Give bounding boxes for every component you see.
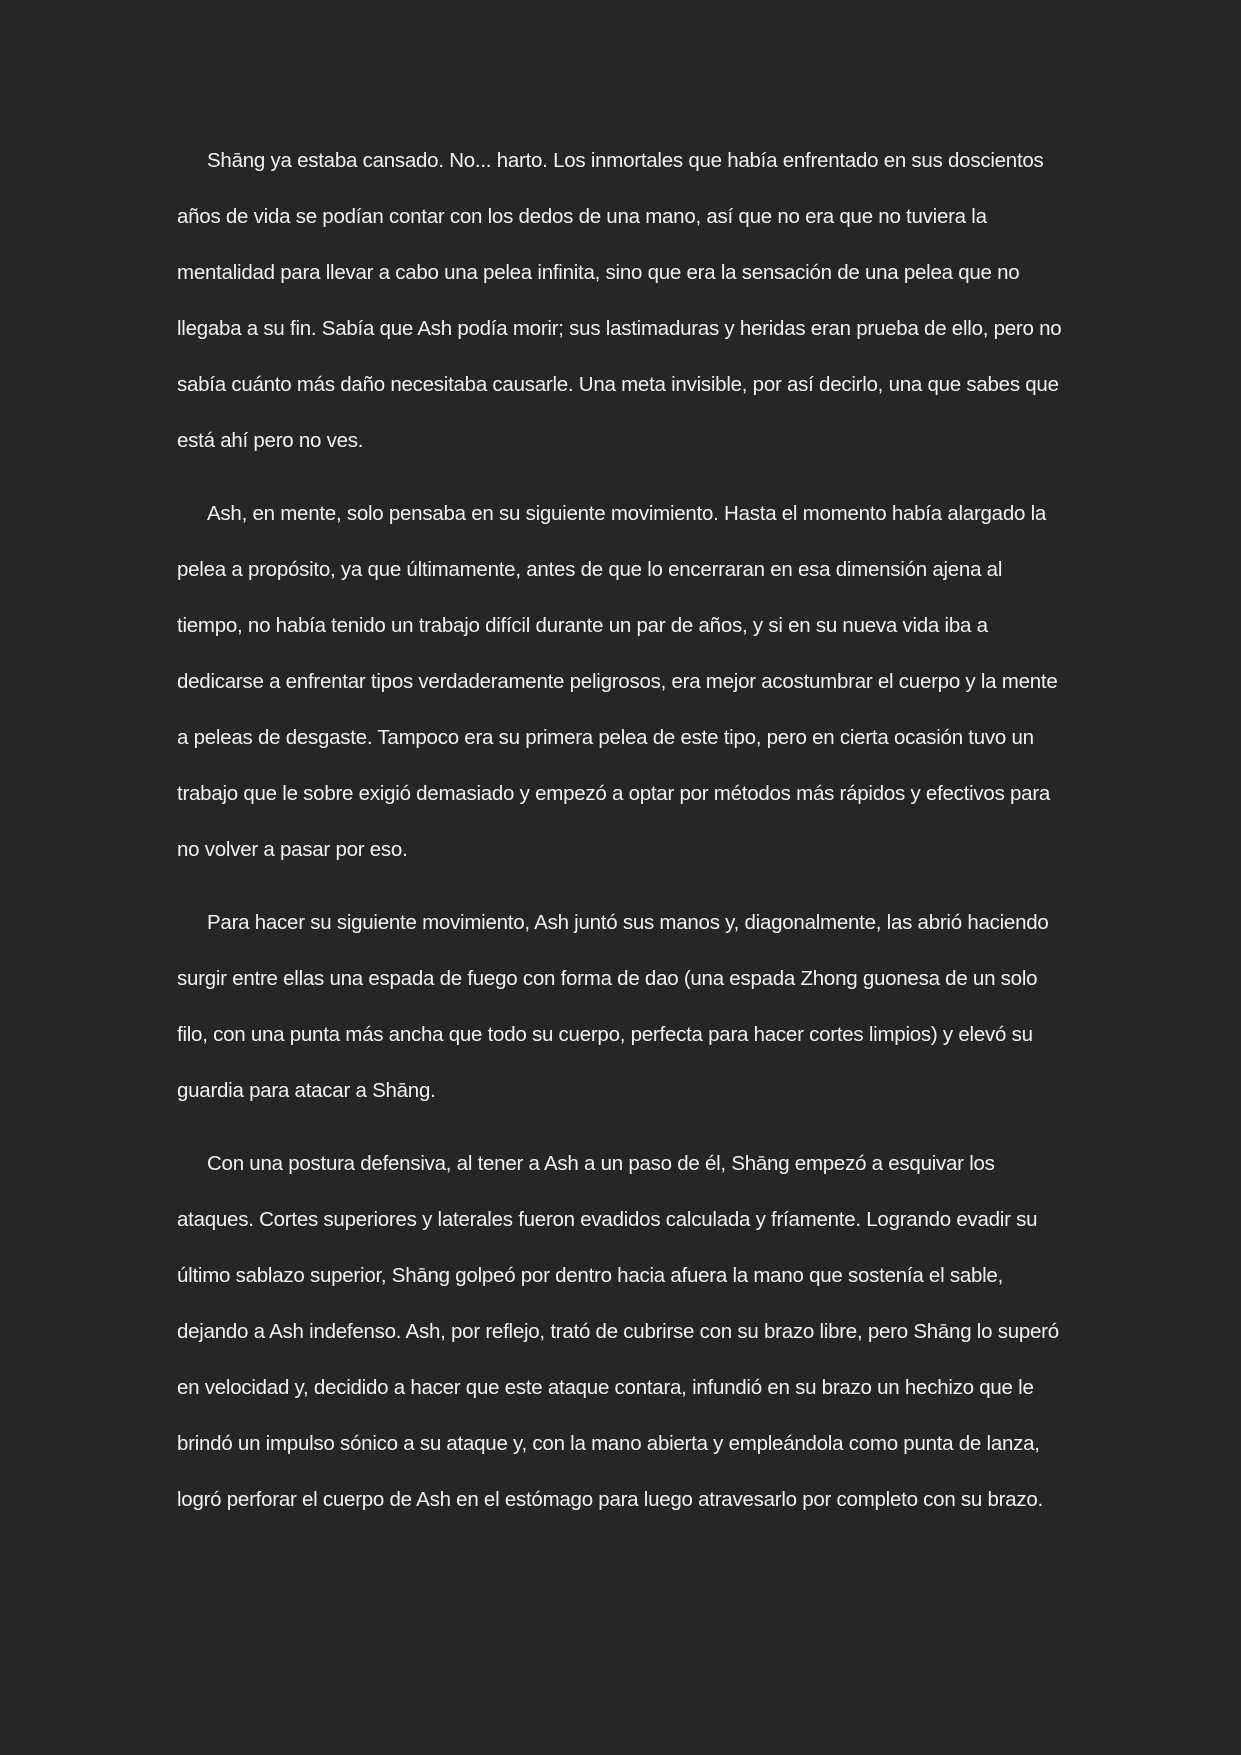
- paragraph-1: Shāng ya estaba cansado. No... harto. Los inmortales que había enfrentado en sus doscientos años de vida se podían contar con los dedos de una mano, así que no era que no tuviera la mentalidad para llevar a cabo una pelea infinita, sino que era la sensación de una pelea que no llegaba a su fin. Sabía que Ash podía morir; sus lastimaduras y heridas eran prueba de ello, pero no sabía cuánto más daño necesitaba causarle. Una meta invisible, por así decirlo, una que sabes que está ahí pero no ves.: [177, 149, 1062, 452]
- paragraph-3: Para hacer su siguiente movimiento, Ash juntó sus manos y, diagonalmente, las abrió haciendo surgir entre ellas una espada de fuego con forma de dao (una espada Zhong guonesa de un solo filo, con una punta más ancha que todo su cuerpo, perfecta para hacer cortes limpios) y elevó su guardia para atacar a Shāng.: [177, 911, 1049, 1102]
- paragraph-4: Con una postura defensiva, al tener a Ash a un paso de él, Shāng empezó a esquivar los ataques. Cortes superiores y laterales fueron evadidos calculada y fríamente. Logrando evadir su último sablazo superior, Shāng golpeó por dentro hacia afuera la mano que sostenía el sable, dejando a Ash indefenso. Ash, por reflejo, trató de cubrirse con su brazo libre, pero Shāng lo superó en velocidad y, decidido a hacer que este ataque contara, infundió en su brazo un hechizo que le brindó un impulso sónico a su ataque y, con la mano abierta y empleándola como punta de lanza, logró perforar el cuerpo de Ash en el estómago para luego atravesarlo por completo con su brazo.: [177, 1152, 1059, 1511]
- paragraph-2: Ash, en mente, solo pensaba en su siguiente movimiento. Hasta el momento había alargado la pelea a propósito, ya que últimamente, antes de que lo encerraran en esa dimensión ajena al tiempo, no había tenido un trabajo difícil durante un par de años, y si en su nueva vida iba a dedicarse a enfrentar tipos verdaderamente peligrosos, era mejor acostumbrar el cuerpo y la mente a peleas de desgaste. Tampoco era su primera pelea de este tipo, pero en cierta ocasión tuvo un trabajo que le sobre exigió demasiado y empezó a optar por métodos más rápidos y efectivos para no volver a pasar por eso.: [177, 502, 1058, 861]
- document-body: [177, 133, 1065, 1528]
